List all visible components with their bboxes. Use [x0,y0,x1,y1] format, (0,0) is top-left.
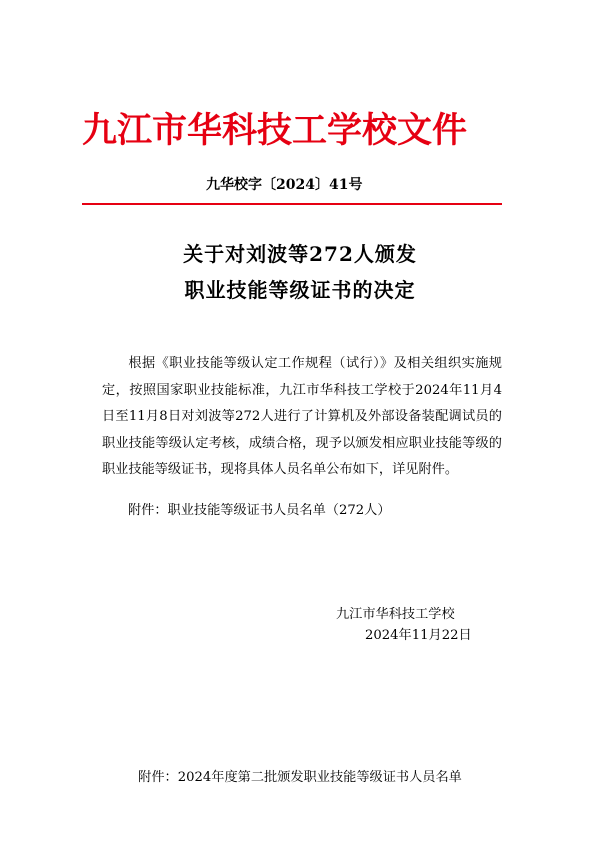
document-number: 九华校字〔2024〕41号 [206,177,363,193]
signing-date: 2024年11月22日 [365,628,472,643]
body-paragraph: 根据《职业技能等级认定工作规程（试行）》及相关组织实施规定，按照国家职业技能标准，九江市华科技工学校于2024年11月4日至11月8日对刘波等272人进行了计算机及外部设备装配调试员的职业技能等级认定考核，成绩合格，现予以颁发相应职业技能等级的职业技能等级证书，现将具体人员名单公布如下，详见附件。 [102,356,502,477]
signing-organization: 九江市华科技工学校 [336,607,455,622]
red-divider-line [82,203,502,205]
attachment-title: 附件：2024年度第二批颁发职业技能等级证书人员名单 [138,770,462,785]
body-content [102,351,502,484]
attachment-note: 附件：职业技能等级证书人员名单（272人） [128,503,391,518]
document-title-line-1: 关于对刘波等272人颁发 [183,242,417,266]
issuer-title: 九江市华科技工学校文件 [82,110,468,151]
document-title-line-2: 职业技能等级证书的决定 [184,278,416,302]
